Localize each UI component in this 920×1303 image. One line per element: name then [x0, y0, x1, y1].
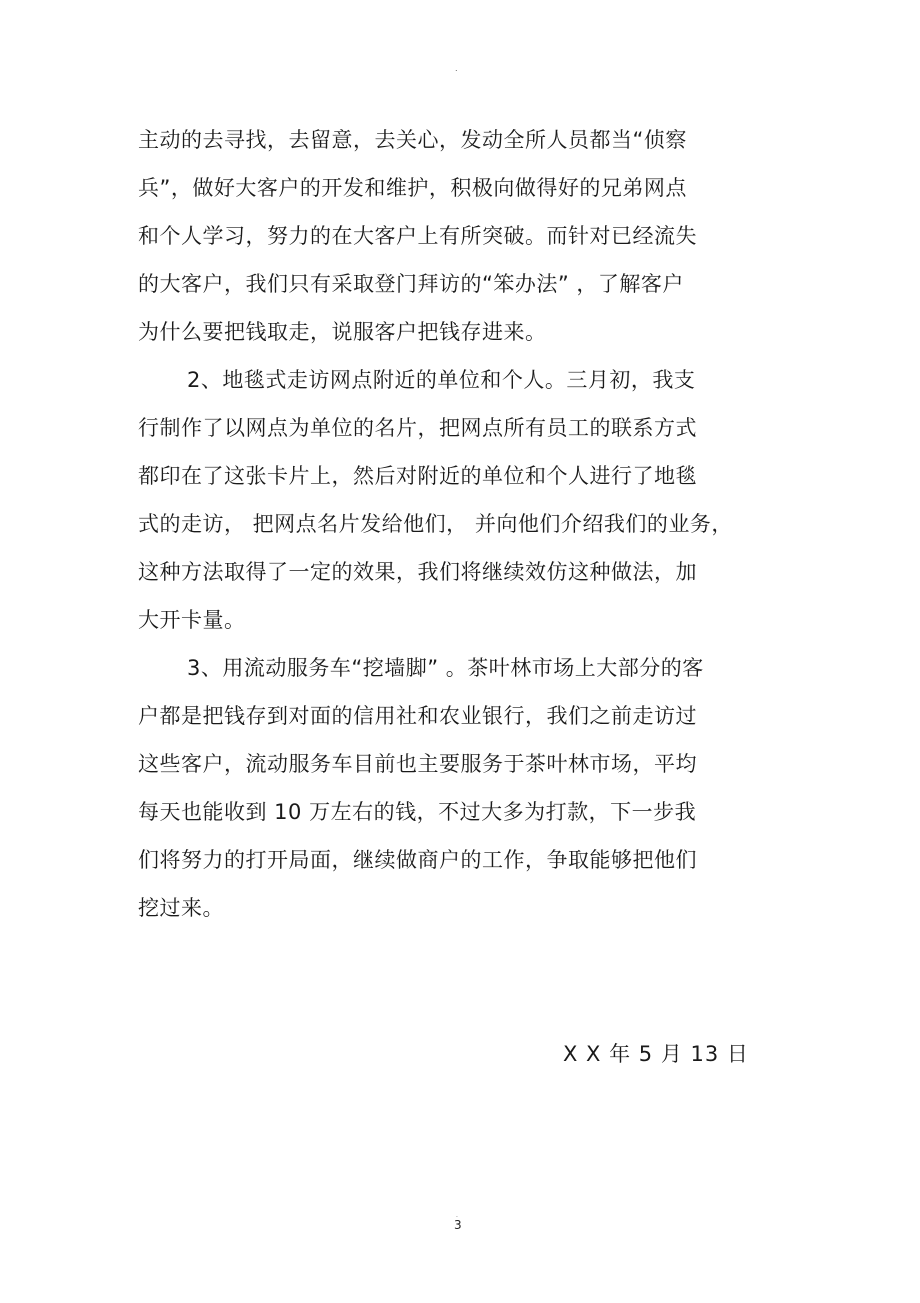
text-line: 挖过来。	[138, 896, 224, 920]
text-line: 的大客户，我们只有采取登门拜访的“笨办法” ，了解客户	[138, 272, 684, 296]
text-line: 大开卡量。	[138, 608, 246, 632]
text-line: 和个人学习，努力的在大客户上有所突破。而针对已经流失	[138, 224, 697, 248]
text-line: 们将努力的打开局面，继续做商户的工作，争取能够把他们	[138, 848, 697, 872]
text-line: 都印在了这张卡片上，然后对附近的单位和个人进行了地毯	[138, 464, 697, 488]
paragraph-3-heading-line: 3、用流动服务车“挖墙脚” 。茶叶林市场上大部分的客	[187, 656, 704, 680]
text-line: 主动的去寻找，去留意，去关心，发动全所人员都当“侦察	[138, 128, 687, 152]
text-line: 为什么要把钱取走，说服客户把钱存进来。	[138, 320, 547, 344]
text-line: 每天也能收到 10 万左右的钱，不过大多为打款，下一步我	[138, 800, 697, 824]
paragraph-2-heading-line: 2、地毯式走访网点附近的单位和个人。三月初，我支	[187, 368, 696, 392]
text-line: 这种方法取得了一定的效果，我们将继续效仿这种做法，加	[138, 560, 697, 584]
page-number: 3	[454, 1218, 462, 1232]
header-mark: .	[455, 64, 458, 73]
text-line: 式的走访， 把网点名片发给他们， 并向他们介绍我们的业务，	[138, 512, 733, 536]
document-date: X X 年 5 月 13 日	[563, 1042, 749, 1066]
footer-mark: .	[456, 1212, 458, 1219]
text-line: 行制作了以网点为单位的名片，把网点所有员工的联系方式	[138, 416, 697, 440]
text-line: 户都是把钱存到对面的信用社和农业银行，我们之前走访过	[138, 704, 697, 728]
text-line: 兵”，做好大客户的开发和维护，积极向做得好的兄弟网点	[138, 176, 687, 200]
text-line: 这些客户，流动服务车目前也主要服务于茶叶林市场，平均	[138, 752, 697, 776]
